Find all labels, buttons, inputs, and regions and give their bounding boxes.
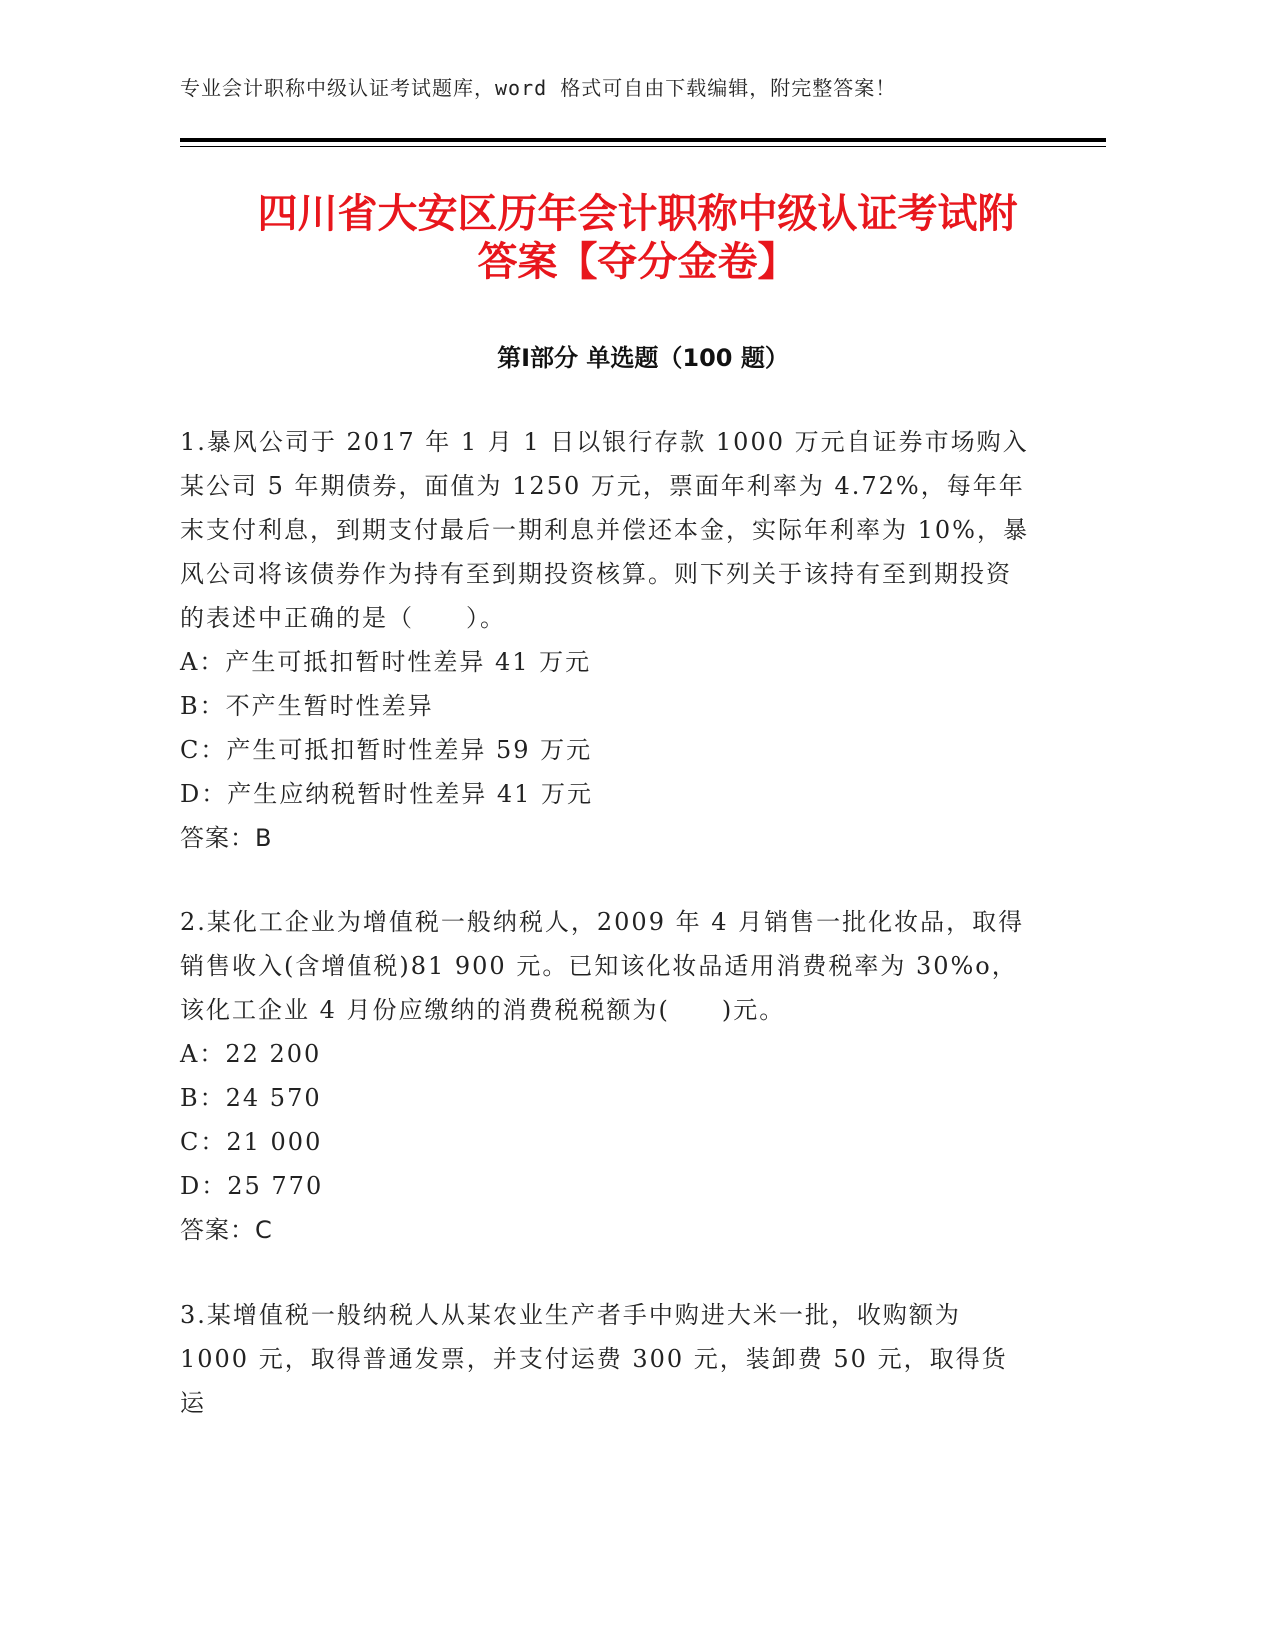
title-line-2: 答案【夺分金卷】 bbox=[477, 239, 798, 285]
header-note: 专业会计职称中级认证考试题库，word 格式可自由下载编辑，附完整答案！ bbox=[180, 76, 897, 100]
answer: 答案：B bbox=[180, 824, 273, 852]
title-line-1: 四川省大安区历年会计职称中级认证考试附 bbox=[257, 191, 1018, 237]
question-2 bbox=[180, 900, 1030, 1252]
question-1 bbox=[180, 420, 1030, 860]
option-a: A：22 200 bbox=[180, 1040, 322, 1068]
option-b: B：24 570 bbox=[180, 1084, 322, 1112]
header-rule-thick bbox=[180, 138, 1106, 142]
option-d: D：产生应纳税暂时性差异 41 万元 bbox=[180, 780, 594, 808]
question-stem: 1.暴风公司于 2017 年 1 月 1 日以银行存款 1000 万元自证券市场购入某公司 5 年期债券，面值为 1250 万元，票面年利率为 4.72%，每年年末支付利息，到期支付最后一期利息并偿还本金，实际年利率为 10%，暴风公司将该债券作为持有至到期投资核算。则下列关于该持有至到期投资的表述中正确的是（ ）。 bbox=[180, 428, 1029, 632]
option-a: A：产生可抵扣暂时性差异 41 万元 bbox=[180, 648, 592, 676]
question-stem: 3.某增值税一般纳税人从某农业生产者手中购进大米一批，收购额为 1000 元，取得普通发票，并支付运费 300 元，装卸费 50 元，取得货运 bbox=[180, 1301, 1008, 1417]
question-stem: 2.某化工企业为增值税一般纳税人，2009 年 4 月销售一批化妆品，取得销售收入(含增值税)81 900 元。已知该化妆品适用消费税率为 30%o，该化工企业 4 月份应缴纳的消费税税额为( )元。 bbox=[180, 908, 1025, 1024]
option-c: C：产生可抵扣暂时性差异 59 万元 bbox=[180, 736, 593, 764]
option-d: D：25 770 bbox=[180, 1172, 324, 1200]
document-title bbox=[150, 190, 1125, 286]
section-heading: 第Ⅰ部分 单选题（100 题） bbox=[497, 344, 789, 372]
question-3 bbox=[180, 1293, 1030, 1425]
option-c: C：21 000 bbox=[180, 1128, 323, 1156]
header-rule-thin bbox=[180, 146, 1106, 147]
answer: 答案：C bbox=[180, 1216, 273, 1244]
option-b: B：不产生暂时性差异 bbox=[180, 692, 434, 720]
